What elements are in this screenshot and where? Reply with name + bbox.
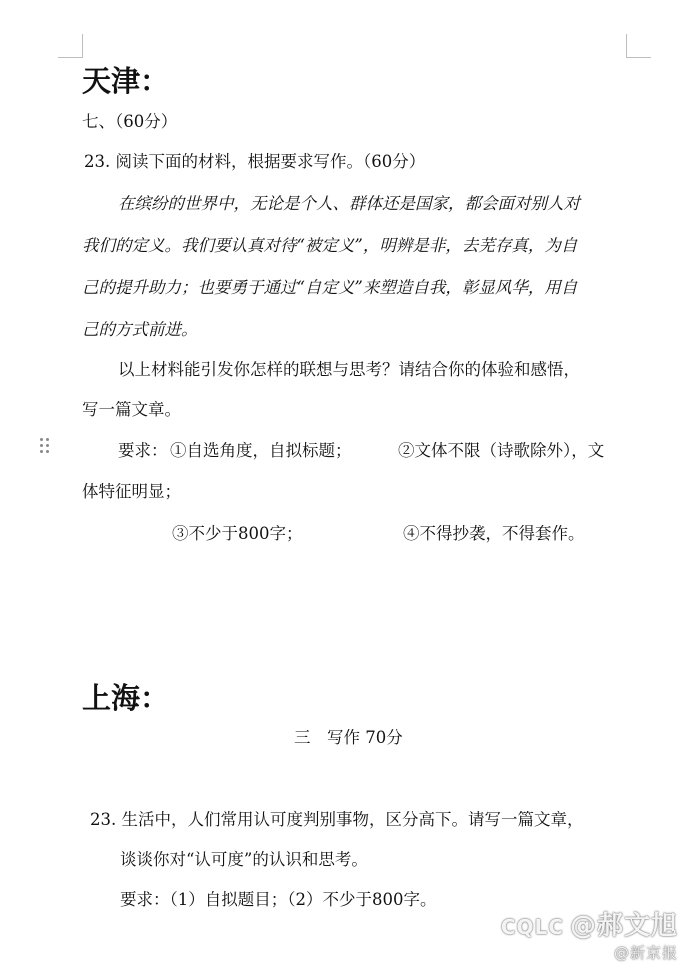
watermark-author: @郝文旭 — [569, 911, 678, 941]
tianjin-requirement-1: ①自选角度，自拟标题； — [170, 441, 352, 460]
tianjin-material-line: 己的方式前进。 — [82, 320, 198, 339]
tianjin-material-line: 在缤纷的世界中，无论是个人、群体还是国家，都会面对别人对 — [118, 194, 580, 213]
shanghai-requirements: 要求：（1）自拟题目；（2）不少于800字。 — [120, 890, 437, 909]
shanghai-question-line: 23. 生活中，人们常用认可度判别事物，区分高下。请写一篇文章， — [90, 810, 584, 829]
tianjin-question: 23. 阅读下面的材料，根据要求写作。（60分） — [84, 152, 426, 171]
watermark — [501, 905, 678, 963]
tianjin-section: 七、（60分） — [82, 112, 178, 131]
tianjin-requirement-4: ④不得抄袭，不得套作。 — [403, 524, 585, 543]
tianjin-requirement-2: ②文体不限（诗歌除外），文 — [398, 441, 605, 460]
tianjin-prompt-line: 写一篇文章。 — [82, 400, 181, 419]
watermark-logo: CQLC — [500, 915, 564, 939]
crop-mark-right-v — [626, 34, 627, 58]
shanghai-question-line: 谈谈你对“认可度”的认识和思考。 — [120, 850, 368, 869]
tianjin-material-line: 我们的定义。我们要认真对待“被定义”，明辨是非，去芜存真，为自 — [82, 236, 578, 255]
crop-mark-right-h — [626, 57, 651, 58]
tianjin-material-line: 己的提升助力；也要勇于通过“自定义”来塑造自我，彰显风华，用自 — [82, 278, 578, 297]
watermark-source: @新京报 — [613, 944, 678, 962]
crop-mark-left-h — [58, 57, 83, 58]
tianjin-requirements-intro: 要求： — [118, 441, 168, 460]
paragraph-drag-handle-icon[interactable] — [40, 438, 50, 454]
crop-mark-left-v — [82, 34, 83, 58]
tianjin-heading: 天津： — [82, 64, 170, 98]
tianjin-prompt-line: 以上材料能引发你怎样的联想与思考？请结合你的体验和感悟， — [118, 360, 580, 379]
shanghai-section: 三 写作 70分 — [294, 728, 403, 747]
tianjin-requirement-2-cont: 体特征明显； — [82, 482, 181, 501]
tianjin-requirement-3: ③不少于800字； — [172, 524, 303, 543]
shanghai-heading: 上海： — [82, 681, 170, 715]
